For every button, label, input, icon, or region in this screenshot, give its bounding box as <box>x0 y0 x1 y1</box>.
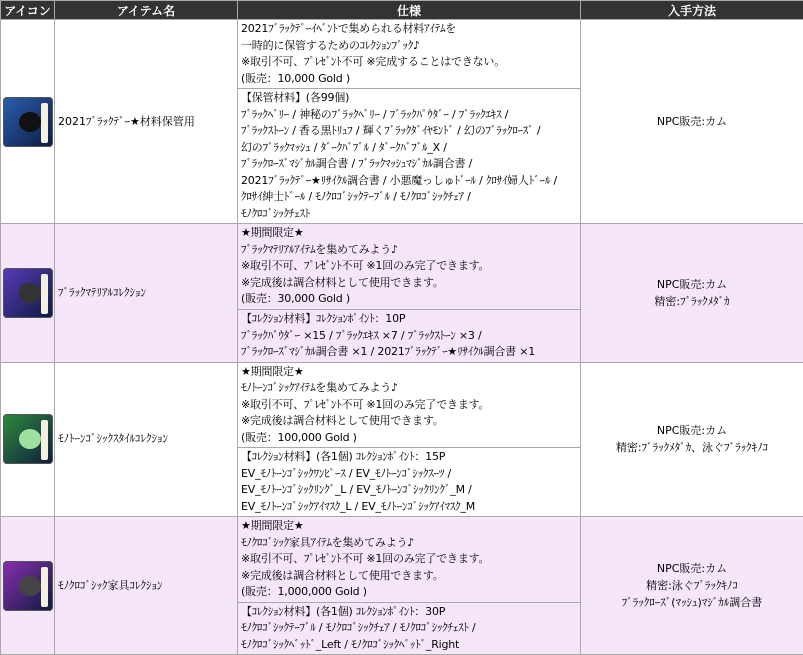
method-line: 精密:ﾌﾞﾗｯｸﾒﾀﾞｶ、泳ぐﾌﾞﾗｯｸｷﾉｺ <box>581 439 803 456</box>
spec-line: EV_ﾓﾉﾄｰﾝｺﾞｼｯｸﾘﾝｸﾞ_L / EV_ﾓﾉﾄｰﾝｺﾞｼｯｸﾘﾝｸﾞ_M / <box>241 482 577 499</box>
spec-line: ★期間限定★ <box>241 518 577 535</box>
spec-line: (販売：30,000 Gold ) <box>241 291 577 308</box>
item-name: ﾌﾞﾗｯｸﾏﾃﾘｱﾙｺﾚｸｼｮﾝ <box>55 224 238 363</box>
header-spec: 仕様 <box>238 1 581 20</box>
method-line: 精密:ﾌﾞﾗｯｸﾒﾀﾞｶ <box>581 293 803 310</box>
spec-line: 2021ﾌﾞﾗｯｸﾃﾞｰ★ﾘｻｲｸﾙ調合書 / 小悪魔っしゅﾄﾞｰﾙ / ｸﾛｻｲ婦人ﾄﾞｰﾙ / <box>241 173 577 190</box>
item-spec-description <box>238 224 581 310</box>
item-spec-materials <box>238 89 581 224</box>
spec-line: (販売：1,000,000 Gold ) <box>241 584 577 601</box>
spec-line: ﾓﾉｸﾛｺﾞｼｯｸﾁｪｽﾄ <box>241 206 577 223</box>
spec-line: ﾌﾞﾗｯｸﾛｰｽﾞﾏｼﾞｶﾙ調合書 / ﾌﾞﾗｯｸﾏｯｼｭﾏｼﾞｶﾙ調合書 / <box>241 156 577 173</box>
item-name: ﾓﾉｸﾛｺﾞｼｯｸ家具ｺﾚｸｼｮﾝ <box>55 517 238 655</box>
method-line: 精密:泳ぐﾌﾞﾗｯｸｷﾉｺ <box>581 577 803 594</box>
item-method <box>581 517 803 655</box>
item-row <box>1 517 803 603</box>
item-name: ﾓﾉﾄｰﾝｺﾞｼｯｸｽﾀｲﾙｺﾚｸｼｮﾝ <box>55 362 238 517</box>
item-spec-materials <box>238 602 581 655</box>
spec-line: ※完成後は調合材料として使用できます。 <box>241 275 577 292</box>
spec-line: ※完成後は調合材料として使用できます。 <box>241 413 577 430</box>
spec-line: 一時的に保管するためのｺﾚｸｼｮﾝﾌﾞｯｸ♪ <box>241 38 577 55</box>
item-spec-description <box>238 362 581 448</box>
item-method <box>581 362 803 517</box>
header-row <box>1 1 803 20</box>
item-method <box>581 224 803 363</box>
spec-line: 【ｺﾚｸｼｮﾝ材料】ｺﾚｸｼｮﾝﾎﾟｲﾝﾄ：10P <box>241 311 577 328</box>
spec-line: ※取引不可、ﾌﾟﾚｾﾞﾝﾄ不可 ※1回のみ完了できます。 <box>241 397 577 414</box>
item-icon-cell <box>1 224 55 363</box>
method-line: NPC販売:カム <box>581 276 803 293</box>
spec-line: (販売：10,000 Gold ) <box>241 71 577 88</box>
spec-line: 【ｺﾚｸｼｮﾝ材料】(各1個) ｺﾚｸｼｮﾝﾎﾟｲﾝﾄ：15P <box>241 449 577 466</box>
method-line: NPC販売:カム <box>581 113 803 130</box>
method-line: NPC販売:カム <box>581 560 803 577</box>
method-line: NPC販売:カム <box>581 422 803 439</box>
item-spec-description <box>238 517 581 603</box>
item-row <box>1 224 803 310</box>
spec-line: ｸﾛｻｲ紳士ﾄﾞｰﾙ / ﾓﾉｸﾛｺﾞｼｯｸﾃｰﾌﾞﾙ / ﾓﾉｸﾛｺﾞｼｯｸﾁｪｱ / <box>241 189 577 206</box>
spec-line: ﾓﾉｸﾛｺﾞｼｯｸ家具ｱｲﾃﾑを集めてみよう♪ <box>241 535 577 552</box>
item-spec-description <box>238 20 581 89</box>
item-spec-materials <box>238 448 581 517</box>
method-line: ﾌﾞﾗｯｸﾛｰｽﾞ(ﾏｯｼｭ)ﾏｼﾞｶﾙ調合書 <box>581 594 803 611</box>
spec-line: EV_ﾓﾉﾄｰﾝｺﾞｼｯｸｱｲﾏｽｸ_L / EV_ﾓﾉﾄｰﾝｺﾞｼｯｸｱｲﾏｽｸ_M <box>241 499 577 516</box>
spec-line: ※完成後は調合材料として使用できます。 <box>241 568 577 585</box>
spec-line: ﾌﾞﾗｯｸﾏﾃﾘｱﾙｱｲﾃﾑを集めてみよう♪ <box>241 242 577 259</box>
item-icon-cell <box>1 517 55 655</box>
item-icon-cell <box>1 362 55 517</box>
spec-line: EV_ﾓﾉﾄｰﾝｺﾞｼｯｸﾜﾝﾋﾟｰｽ / EV_ﾓﾉﾄｰﾝｺﾞｼｯｸｽｰﾂ / <box>241 466 577 483</box>
spec-line: ﾓﾉｸﾛｺﾞｼｯｸﾃｰﾌﾞﾙ / ﾓﾉｸﾛｺﾞｼｯｸﾁｪｱ / ﾓﾉｸﾛｺﾞｼｯｸﾁｪｽﾄ / <box>241 620 577 637</box>
item-icon-cell <box>1 20 55 224</box>
spec-line: 【ｺﾚｸｼｮﾝ材料】(各1個) ｺﾚｸｼｮﾝﾎﾟｲﾝﾄ：30P <box>241 604 577 621</box>
spec-line: ★期間限定★ <box>241 364 577 381</box>
spec-line: ﾌﾞﾗｯｸﾛｰｽﾞﾏｼﾞｶﾙ調合書 ×1 / 2021ﾌﾞﾗｯｸﾃﾞｰ★ﾘｻｲｸﾙ調合書 ×1 <box>241 344 577 361</box>
header-method: 入手方法 <box>581 1 803 20</box>
spec-line: 2021ﾌﾞﾗｯｸﾃﾞｰｲﾍﾞﾝﾄで集められる材料ｱｲﾃﾑを <box>241 21 577 38</box>
item-name: 2021ﾌﾞﾗｯｸﾃﾞｰ★材料保管用 <box>55 20 238 224</box>
header-item-name: アイテム名 <box>55 1 238 20</box>
item-row <box>1 362 803 448</box>
spec-line: (販売：100,000 Gold ) <box>241 430 577 447</box>
spec-line: ※取引不可、ﾌﾟﾚｾﾞﾝﾄ不可 ※1回のみ完了できます。 <box>241 258 577 275</box>
spec-line: ﾌﾞﾗｯｸﾍﾞﾘｰ / 神秘のﾌﾞﾗｯｸﾍﾞﾘｰ / ﾌﾞﾗｯｸﾊﾟｳﾀﾞｰ / ﾌﾞﾗｯｸｴｷｽ / <box>241 107 577 124</box>
monochrome-gothic-furniture-book-icon <box>3 561 53 611</box>
item-spec-materials <box>238 310 581 363</box>
spec-line: 幻のﾌﾞﾗｯｸﾏｯｼｭ / ﾀﾞｰｸﾊﾞﾌﾞﾙ / ﾀﾞｰｸﾊﾞﾌﾞﾙ_X / <box>241 140 577 157</box>
spec-line: ﾌﾞﾗｯｸｽﾄｰﾝ / 香る黒ﾄﾘｭﾌ / 輝くﾌﾞﾗｯｸﾀﾞｲﾔﾓﾝﾄﾞ / 幻のﾌﾞﾗｯｸﾛｰｽﾞ / <box>241 123 577 140</box>
spec-line: ※取引不可、ﾌﾟﾚｾﾞﾝﾄ不可 ※完成することはできない。 <box>241 54 577 71</box>
monotone-gothic-book-icon <box>3 414 53 464</box>
item-row <box>1 20 803 89</box>
spec-line: 【保管材料】(各99個) <box>241 90 577 107</box>
spec-line: ※取引不可、ﾌﾟﾚｾﾞﾝﾄ不可 ※1回のみ完了できます。 <box>241 551 577 568</box>
black-material-book-icon <box>3 268 53 318</box>
spec-line: ★期間限定★ <box>241 225 577 242</box>
spec-line: ﾌﾞﾗｯｸﾊﾟｳﾀﾞｰ ×15 / ﾌﾞﾗｯｸｴｷｽ ×7 / ﾌﾞﾗｯｸｽﾄｰﾝ ×3 / <box>241 328 577 345</box>
item-method <box>581 20 803 224</box>
spec-line: ﾓﾉｸﾛｺﾞｼｯｸﾍﾞｯﾄﾞ_Left / ﾓﾉｸﾛｺﾞｼｯｸﾍﾞｯﾄﾞ_Right <box>241 637 577 654</box>
spec-line: ﾓﾉﾄｰﾝｺﾞｼｯｸｱｲﾃﾑを集めてみよう♪ <box>241 380 577 397</box>
blackberry-book-icon <box>3 97 53 147</box>
header-icon: アイコン <box>1 1 55 20</box>
